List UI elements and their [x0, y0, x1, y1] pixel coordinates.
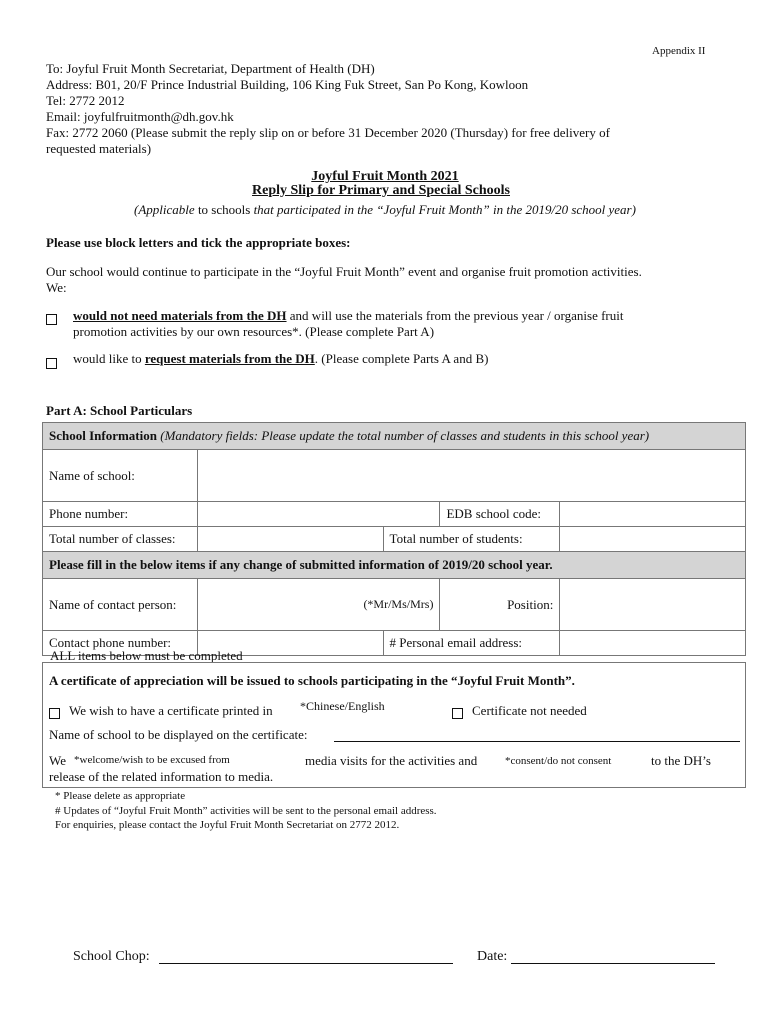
title-options: (*Mr/Ms/Mrs)	[363, 597, 434, 611]
certificate-section	[42, 662, 746, 788]
total-students-field[interactable]	[560, 527, 746, 552]
name-displayed-field[interactable]	[334, 741, 740, 742]
appendix-label: Appendix II	[652, 45, 706, 57]
option-2-post: . (Please complete Parts A and B)	[314, 351, 489, 366]
media-visit-text: media visits for the activities and	[305, 753, 478, 768]
fax-line-cont: requested materials)	[46, 141, 152, 156]
we-label: We	[49, 753, 66, 768]
name-of-school-field[interactable]	[197, 450, 745, 502]
note-email: # Updates of “Joyful Fruit Month” activities will be sent to the personal email address.	[55, 804, 437, 817]
phone-number-label: Phone number:	[43, 502, 198, 527]
option-2-bold: request materials from the DH	[144, 351, 315, 366]
part-a-title: Part A: School Particulars	[46, 403, 193, 418]
intro-line-2: We:	[46, 280, 67, 295]
edb-code-label: EDB school code:	[440, 502, 560, 527]
option-1-label	[73, 308, 713, 340]
applicability-note-c: that participated in the “Joyful Fruit Month” in the 2019/20 school year)	[253, 202, 636, 217]
certificate-printed-label: We wish to have a certificate printed in	[69, 703, 273, 718]
school-chop-label: School Chop:	[73, 949, 150, 964]
media-visit-select[interactable]: *welcome/wish to be excused from	[74, 754, 230, 766]
to-dh-text: to the DH’s	[651, 753, 711, 768]
date-field[interactable]	[511, 963, 715, 964]
certificate-not-needed-checkbox[interactable]	[452, 705, 463, 723]
certificate-printed-checkbox[interactable]	[49, 705, 60, 723]
total-classes-field[interactable]	[197, 527, 383, 552]
form-subtitle: Reply Slip for Primary and Special Schools	[252, 183, 510, 198]
option-1-checkbox[interactable]	[46, 311, 57, 329]
intro-line-1: Our school would continue to participate in the “Joyful Fruit Month” event and organise fruit promotion activities.	[46, 264, 642, 279]
option-1-line2: promotion activities by our own resources*. (Please complete Part A)	[73, 324, 435, 339]
notes	[55, 789, 437, 833]
school-info-header-italic: (Mandatory fields: Please update the total number of classes and students in this school year)	[156, 428, 650, 443]
change-info-header: Please fill in the below items if any change of submitted information of 2019/20 school year.	[43, 552, 746, 579]
option-2-checkbox[interactable]	[46, 355, 57, 373]
name-of-school-label: Name of school:	[43, 450, 198, 502]
school-info-table	[42, 422, 746, 656]
release-text: release of the related information to media.	[49, 769, 274, 784]
all-items-note: ALL items below must be completed	[50, 648, 243, 663]
position-field[interactable]	[560, 579, 746, 631]
fax-line: Fax: 2772 2060 (Please submit the reply slip on or before 31 December 2020 (Thursday) for free delivery of	[46, 125, 610, 140]
note-enquiries: For enquiries, please contact the Joyful Fruit Month Secretariat on 2772 2012.	[55, 819, 400, 831]
contact-person-field[interactable]	[197, 579, 440, 631]
certificate-not-needed-label: Certificate not needed	[472, 703, 587, 718]
address-block	[46, 61, 746, 157]
total-students-label: Total number of students:	[383, 527, 560, 552]
note-delete: * Please delete as appropriate	[55, 790, 186, 802]
contact-person-label: Name of contact person:	[43, 579, 198, 631]
applicability-note	[0, 202, 770, 218]
consent-select[interactable]: *consent/do not consent	[505, 755, 612, 767]
edb-code-field[interactable]	[560, 502, 746, 527]
name-displayed-label: Name of school to be displayed on the certificate:	[49, 727, 308, 742]
applicability-note-b: to schools	[194, 202, 254, 217]
address-line: Address: B01, 20/F Prince Industrial Building, 106 King Fuk Street, San Po Kong, Kowloon	[46, 77, 529, 92]
certificate-heading: A certificate of appreciation will be issued to schools participating in the “Joyful Fruit Month”.	[49, 673, 575, 688]
applicability-note-a: (Applicable	[134, 202, 195, 217]
school-chop-field[interactable]	[159, 963, 453, 964]
option-2-label	[73, 351, 713, 367]
date-label: Date:	[477, 949, 508, 964]
contact-phone-label: Contact phone number:	[43, 631, 198, 656]
total-classes-label: Total number of classes:	[43, 527, 198, 552]
school-info-header-bold: School Information	[49, 428, 157, 443]
option-1-rest: and will use the materials from the previous year / organise fruit	[286, 308, 624, 323]
instructions: Please use block letters and tick the appropriate boxes:	[46, 235, 351, 250]
tel-line: Tel: 2772 2012	[46, 93, 125, 108]
school-info-header	[43, 423, 746, 450]
intro-text	[46, 264, 756, 296]
language-select[interactable]: *Chinese/English	[300, 699, 385, 713]
personal-email-field[interactable]	[560, 631, 746, 656]
to-line: To: Joyful Fruit Month Secretariat, Department of Health (DH)	[46, 61, 375, 76]
option-2-pre: would like to	[73, 351, 145, 366]
phone-number-field[interactable]	[197, 502, 440, 527]
email-line: Email: joyfulfruitmonth@dh.gov.hk	[46, 109, 234, 124]
option-1-bold: would not need materials from the DH	[73, 308, 287, 323]
form-title: Joyful Fruit Month 2021	[311, 169, 459, 184]
position-label: Position:	[440, 579, 560, 631]
personal-email-label: # Personal email address:	[383, 631, 560, 656]
